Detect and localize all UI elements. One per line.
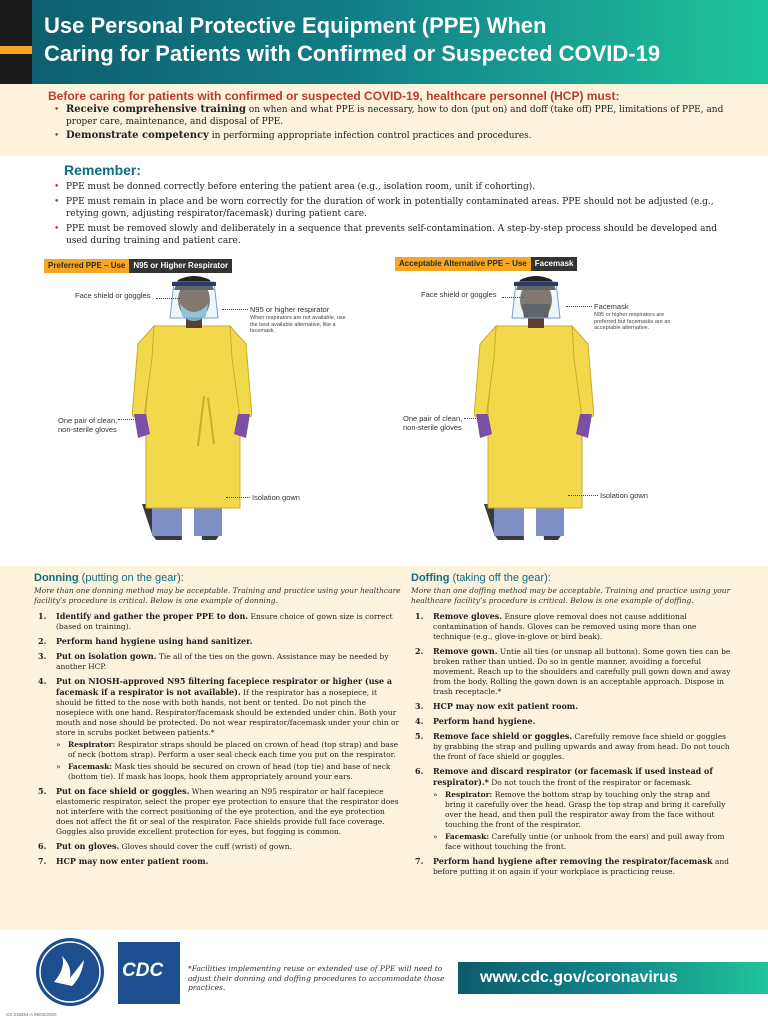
doffing-step bbox=[411, 766, 731, 852]
intro-item-text: on when and what PPE is necessary, how to don (put on) and doff (take off) PPE, limitations of PPE, and proper care, maintenance, and disposal of PPE. bbox=[66, 105, 724, 127]
substep-text: Remove the bottom strap by touching only the strap and bring it carefully over the head. Grasp the top strap and bring it carefully over the head, and then pull the respirator away from the face without touching the front of the respirator. bbox=[445, 790, 726, 829]
preferred-leader-gown bbox=[226, 497, 250, 498]
doffing-step bbox=[411, 856, 731, 877]
doffing-title-sub: (taking off the gear): bbox=[449, 572, 551, 584]
step-number: 1. bbox=[415, 611, 424, 621]
remember-title: Remember: bbox=[64, 162, 142, 178]
intro-item bbox=[52, 104, 754, 128]
intro-section bbox=[0, 84, 768, 156]
page-header bbox=[0, 0, 768, 84]
alternative-label-gloves: One pair of clean, non-sterile gloves bbox=[403, 414, 463, 432]
donning-title-sub: (putting on the gear): bbox=[78, 572, 184, 584]
step-text: Ensure glove removal does not cause additional contamination of hands. Gloves can be removed using more than one technique (e.g., glove-in-glove or bird beak). bbox=[433, 612, 697, 641]
preferred-leader-resp bbox=[222, 309, 248, 310]
donning-step bbox=[34, 786, 402, 837]
alternative-ppe-tag bbox=[395, 257, 577, 271]
doffing-title bbox=[411, 572, 731, 584]
donning-title bbox=[34, 572, 402, 584]
alternative-label-mask: Facemask bbox=[594, 302, 629, 311]
page-footer bbox=[0, 930, 768, 1024]
step-heading: Perform hand hygiene. bbox=[433, 716, 536, 726]
doffing-step bbox=[411, 701, 731, 712]
remember-item: • PPE must be removed slowly and deliberately in a sequence that prevents self-contamination. A step-by-step process should be developed and used during training and patient care. bbox=[52, 223, 722, 247]
preferred-label-resp-note: When respirators are not available, use the best available alternative, like a facemask. bbox=[250, 315, 346, 334]
preferred-tag-label: Preferred PPE – Use bbox=[44, 259, 129, 273]
preferred-label-face: Face shield or goggles bbox=[75, 291, 151, 300]
doffing-steps bbox=[411, 611, 731, 877]
remember-item: • PPE must be donned correctly before entering the patient area (e.g., isolation room, unit if cohorting). bbox=[52, 181, 722, 193]
step-text: Do not touch the front of the respirator or facemask. bbox=[488, 778, 693, 787]
donning-column bbox=[34, 572, 402, 871]
steps-section bbox=[0, 566, 768, 930]
step-number: 3. bbox=[38, 651, 47, 661]
step-number: 2. bbox=[38, 636, 47, 646]
step-heading: Put on isolation gown. bbox=[56, 651, 157, 661]
substep-text: Carefully untie (or unhook from the ears) and pull away from face without touching the front. bbox=[445, 832, 725, 851]
substep-heading: Facemask: bbox=[68, 762, 113, 771]
step-text: Carefully remove face shield or goggles by grabbing the strap and pulling upwards and away from head. Do not touch the front of face shield or goggles. bbox=[433, 732, 730, 761]
donning-substep bbox=[56, 740, 402, 760]
cdc-logo bbox=[118, 942, 180, 1004]
step-text: Untie all ties (or unsnap all buttons). Some gown ties can be broken rather than untied. Do so in gentle manner, avoiding a forceful movement. Reach up to the shoulders and carefully pull gown down and away from the body. Rolling the gown down is an acceptable approach. Dispose in trash receptacle.* bbox=[433, 647, 731, 696]
footer-note: *Facilities implementing reuse or extended use of PPE will need to adjust their donning and doffing procedures to accommodate those practices. bbox=[188, 964, 445, 992]
alternative-tag-type: Facemask bbox=[531, 257, 578, 271]
step-heading: Perform hand hygiene after removing the respirator/facemask bbox=[433, 856, 713, 866]
page-title bbox=[44, 12, 759, 68]
step-text: Tie all of the ties on the gown. Assistance may be needed by another HCP. bbox=[56, 652, 389, 671]
donning-note: More than one donning method may be acceptable. Training and practice using your healthcare facility’s procedure is critical. Below is one example of donning. bbox=[34, 586, 401, 605]
step-number: 7. bbox=[38, 856, 47, 866]
preferred-label-gloves: One pair of clean, non-sterile gloves bbox=[58, 416, 118, 434]
doffing-substep bbox=[433, 790, 731, 830]
hhs-seal-graphic bbox=[36, 938, 104, 1006]
step-number: 1. bbox=[38, 611, 47, 621]
preferred-leader-gloves bbox=[118, 419, 136, 420]
alternative-label-mask-note: N95 or higher respirators are preferred but facemasks are an acceptable alternative. bbox=[594, 312, 671, 331]
doffing-title-main: Doffing bbox=[411, 572, 450, 584]
substep-text: Mask ties should be secured on crown of head (top tie) and base of neck (bottom tie). If mask has loops, hook them appropriately around your ears. bbox=[68, 762, 391, 781]
remember-section bbox=[52, 162, 722, 250]
substep-heading: Respirator: bbox=[445, 790, 493, 799]
donning-steps bbox=[34, 611, 402, 867]
step-number: 3. bbox=[415, 701, 424, 711]
step-number: 6. bbox=[415, 766, 424, 776]
step-heading: Identify and gather the proper PPE to don. bbox=[56, 611, 249, 621]
preferred-tag-type: N95 or Higher Respirator bbox=[129, 259, 232, 273]
preferred-ppe-figure bbox=[132, 276, 252, 558]
alternative-leader-face bbox=[502, 297, 524, 298]
step-text: Ensure choice of gown size is correct (based on training). bbox=[56, 612, 393, 631]
alternative-ppe-figure bbox=[474, 276, 594, 558]
step-number: 2. bbox=[415, 646, 424, 656]
doffing-step bbox=[411, 716, 731, 727]
step-heading: Put on NIOSH-approved N95 filtering facepiece respirator or higher (use a facemask if a respirator is not available). bbox=[56, 676, 393, 697]
donning-substep bbox=[56, 762, 402, 782]
face-shield bbox=[512, 282, 560, 318]
doffing-column bbox=[411, 572, 731, 881]
donning-step bbox=[34, 611, 402, 632]
alternative-label-face: Face shield or goggles bbox=[421, 290, 497, 299]
intro-item-bold: Demonstrate competency bbox=[66, 130, 209, 141]
alternative-leader-gown bbox=[568, 495, 598, 496]
alternative-leader-gloves bbox=[464, 418, 478, 419]
intro-lead: Before caring for patients with confirmed or suspected COVID-19, healthcare personnel (HCP) must: bbox=[48, 89, 620, 103]
donning-step bbox=[34, 636, 402, 647]
title-line-1: Use Personal Protective Equipment (PPE) When bbox=[44, 13, 547, 38]
doffing-note: More than one doffing method may be acceptable. Training and practice using your healthcare facility’s procedure is critical. Below is one example of doffing. bbox=[411, 586, 731, 605]
step-heading: Perform hand hygiene using hand sanitizer. bbox=[56, 636, 253, 646]
donning-step bbox=[34, 676, 402, 782]
step-text: and before putting it on again if your workplace is practicing reuse. bbox=[433, 857, 729, 876]
step-heading: Put on face shield or goggles. bbox=[56, 786, 190, 796]
step-text: If the respirator has a nosepiece, it should be fitted to the nose with both hands, not bent or tented. Do not pinch the nosepiece with one hand. Respirator/facemask should be extended under chin. Both your mouth and nose should be protected. Do not wear respirator/facemask under your chin or store in scrubs pocket between patients.* bbox=[56, 688, 400, 737]
donning-step bbox=[34, 651, 402, 672]
step-number: 4. bbox=[415, 716, 424, 726]
cdc-url-link[interactable]: www.cdc.gov/coronavirus bbox=[458, 962, 768, 994]
isolation-gown bbox=[488, 326, 582, 508]
header-black-bar bbox=[0, 0, 32, 84]
donning-step bbox=[34, 856, 402, 867]
substep-heading: Respirator: bbox=[68, 740, 116, 749]
alternative-leader-mask bbox=[566, 306, 592, 307]
intro-item-bold: Receive comprehensive training bbox=[66, 104, 247, 115]
preferred-leader-face bbox=[156, 298, 180, 299]
step-number: 7. bbox=[415, 856, 424, 866]
step-text: Gloves should cover the cuff (wrist) of gown. bbox=[119, 842, 292, 851]
step-heading: Remove gown. bbox=[433, 646, 498, 656]
remember-list bbox=[52, 181, 722, 247]
cdc-logo-text: CDC bbox=[122, 960, 164, 981]
preferred-label-resp: N95 or higher respirator bbox=[250, 305, 330, 314]
title-line-2: Caring for Patients with Confirmed or Suspected COVID-19 bbox=[44, 41, 661, 66]
step-number: 6. bbox=[38, 841, 47, 851]
face-shield-band bbox=[514, 282, 558, 286]
alternative-tag-label: Acceptable Alternative PPE – Use bbox=[395, 257, 531, 271]
hhs-seal-icon bbox=[36, 938, 104, 1006]
step-heading: Put on gloves. bbox=[56, 841, 120, 851]
donning-step bbox=[34, 841, 402, 852]
intro-item bbox=[52, 130, 754, 142]
preferred-ppe-tag bbox=[44, 259, 232, 273]
doffing-step bbox=[411, 611, 731, 642]
alternative-label-gown: Isolation gown bbox=[600, 491, 648, 500]
isolation-gown bbox=[146, 326, 240, 508]
doffing-step bbox=[411, 646, 731, 697]
step-text: When wearing an N95 respirator or half facepiece elastomeric respirator, select the proper eye protection to ensure that the respirator does not interfere with the correct positioning of the eye protection, and the eye protection does not affect the fit or seal of the respirator. Face shields provide full face coverage. Goggles also provide excellent protection for eyes, but fogging is common. bbox=[56, 787, 399, 836]
donning-title-main: Donning bbox=[34, 572, 79, 584]
doffing-step bbox=[411, 731, 731, 762]
step-heading: HCP may now enter patient room. bbox=[56, 856, 209, 866]
header-accent-bar bbox=[0, 46, 32, 54]
step-number: 5. bbox=[415, 731, 424, 741]
step-heading: Remove and discard respirator (or facemask if used instead of respirator).* bbox=[433, 766, 713, 787]
face-shield-band bbox=[172, 282, 216, 286]
publication-code: CS 316264-A 06/02/2020 bbox=[6, 1012, 57, 1017]
remember-item: • PPE must remain in place and be worn correctly for the duration of work in potentially contaminated areas. PPE should not be adjusted (e.g., retying gown, adjusting respirator/facemask) during patient care. bbox=[52, 196, 722, 220]
intro-list bbox=[52, 104, 754, 142]
preferred-label-gown: Isolation gown bbox=[252, 493, 300, 502]
step-number: 4. bbox=[38, 676, 47, 686]
step-number: 5. bbox=[38, 786, 47, 796]
step-heading: Remove gloves. bbox=[433, 611, 503, 621]
substep-text: Respirator straps should be placed on crown of head (top strap) and base of neck (bottom strap). Perform a user seal check each time you put on the respirator. bbox=[68, 740, 399, 759]
step-heading: Remove face shield or goggles. bbox=[433, 731, 573, 741]
step-heading: HCP may now exit patient room. bbox=[433, 701, 579, 711]
face-shield bbox=[170, 282, 218, 318]
substep-heading: Facemask: bbox=[445, 832, 490, 841]
intro-item-text: in performing appropriate infection control practices and procedures. bbox=[208, 131, 532, 141]
doffing-substep bbox=[433, 832, 731, 852]
